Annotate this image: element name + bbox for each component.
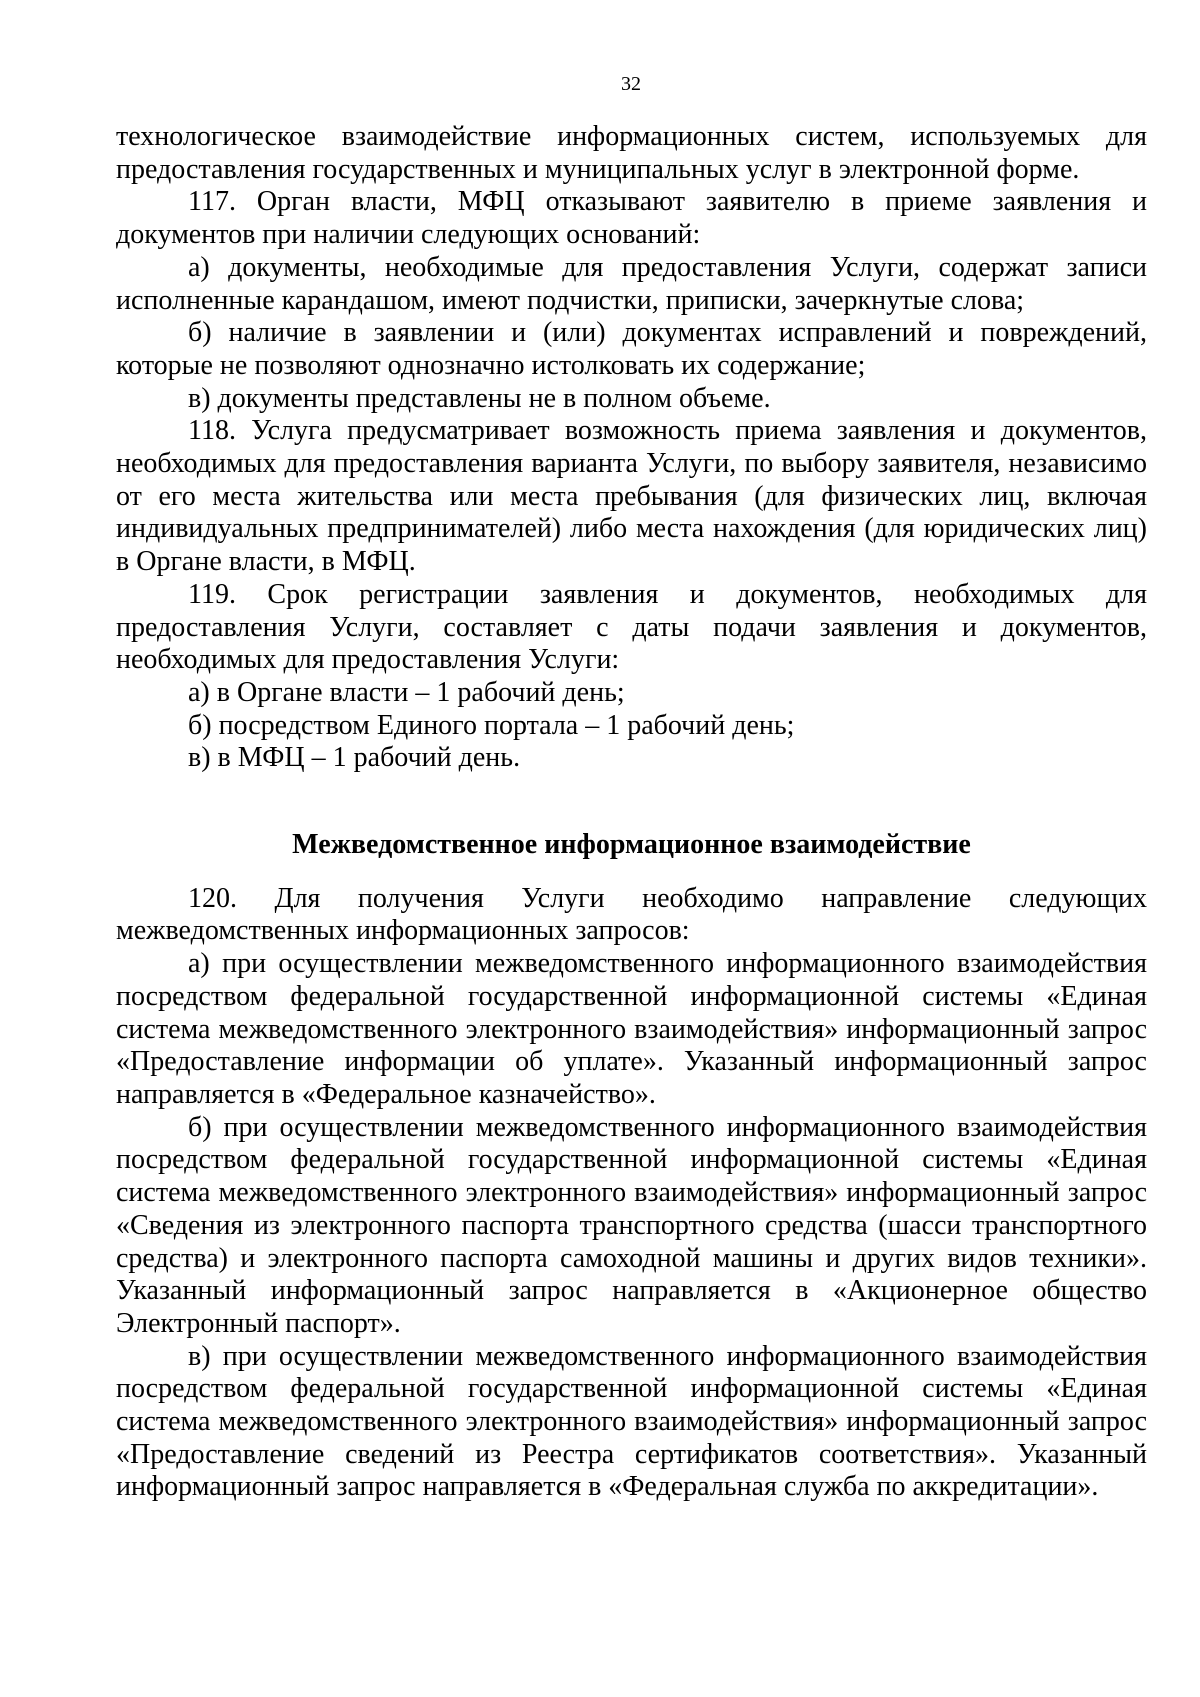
section-heading: Межведомственное информационное взаимодействие: [292, 829, 971, 861]
spacer: [116, 775, 1147, 829]
paragraph-120-c: в) при осуществлении межведомственного информационного взаимодействия посредством федеральной государственной информационной системы «Единая система межведомственного электронного взаимодействия» информационный запрос «Предоставление сведений из Реестра сертификатов соответствия». Указанный информационный запрос направляется в «Федеральная служба по аккредитации».: [116, 1340, 1147, 1503]
paragraph-119: 119. Срок регистрации заявления и документов, необходимых для предоставления Услуги, составляет с даты подачи заявления и документов, необходимых для предоставления Услуги:: [116, 578, 1147, 676]
paragraph-119-a: а) в Органе власти – 1 рабочий день;: [188, 676, 625, 708]
paragraph-120: 120. Для получения Услуги необходимо направление следующих межведомственных информационных запросов:: [116, 882, 1147, 947]
paragraph-117-c: в) документы представлены не в полном объеме.: [188, 382, 771, 414]
paragraph-117-a: а) документы, необходимые для предоставления Услуги, содержат записи исполненные карандашом, имеют подчистки, приписки, зачеркнутые слова;: [116, 251, 1147, 316]
paragraph-117: 117. Орган власти, МФЦ отказывают заявителю в приеме заявления и документов при наличии следующих оснований:: [116, 186, 1147, 251]
paragraph-117-b: б) наличие в заявлении и (или) документах исправлений и повреждений, которые не позволяют однозначно истолковать их содержание;: [116, 317, 1147, 381]
paragraph-118: 118. Услуга предусматривает возможность приема заявления и документов, необходимых для предоставления варианта Услуги, по выбору заявителя, независимо от его места жительства или места пребывания (для физических лиц, включая индивидуальных предпринимателей) либо места нахождения (для юридических лиц) в Органе власти, в МФЦ.: [116, 415, 1147, 578]
paragraph-continuation: технологическое взаимодействие информационных систем, используемых для предоставления государственных и муниципальных услуг в электронной форме.: [116, 121, 1147, 185]
paragraph-120-b: б) при осуществлении межведомственного информационного взаимодействия посредством федеральной государственной информационной системы «Единая система межведомственного электронного взаимодействия» информационный запрос «Сведения из электронного паспорта транспортного средства (шасси транспортного средства) и электронного паспорта самоходной машины и других видов техники». Указанный информационный запрос направляется в «Акционерное общество Электронный паспорт».: [116, 1111, 1147, 1339]
page-number: 32: [621, 73, 641, 95]
paragraph-119-b: б) посредством Единого портала – 1 рабочий день;: [188, 709, 795, 741]
paragraph-119-c: в) в МФЦ – 1 рабочий день.: [188, 742, 521, 774]
paragraph-120-a: а) при осуществлении межведомственного информационного взаимодействия посредством федеральной государственной информационной системы «Единая система межведомственного электронного взаимодействия» информационный запрос «Предоставление информации об уплате». Указанный информационный запрос направляется в «Федеральное казначейство».: [116, 948, 1147, 1110]
document-body: [116, 121, 1147, 1504]
spacer: [116, 862, 1147, 883]
